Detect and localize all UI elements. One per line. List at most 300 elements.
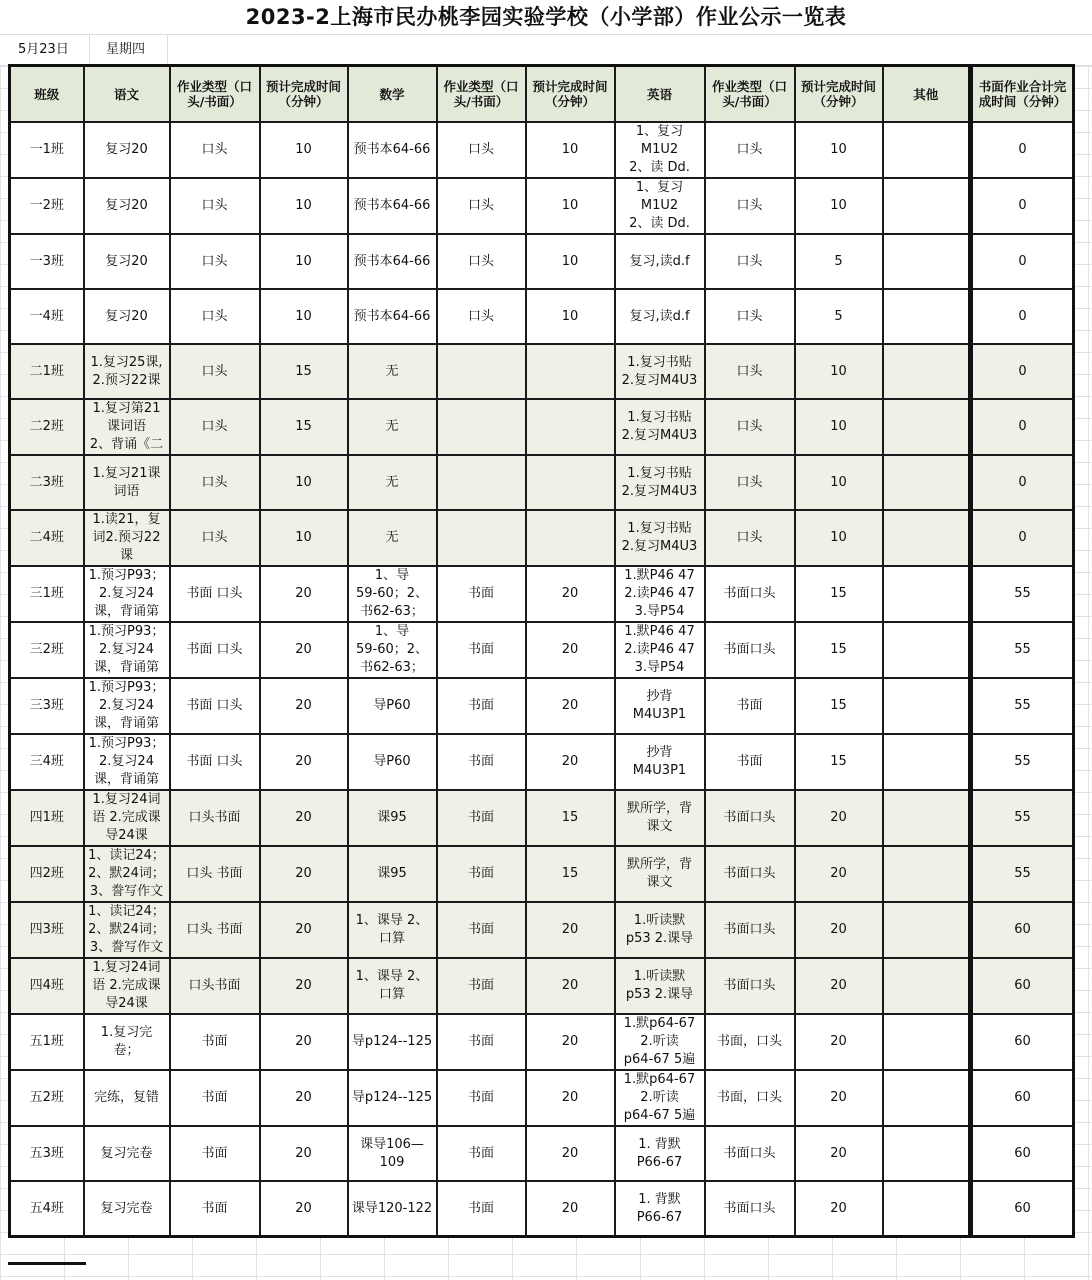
- cell-text: 20: [830, 1145, 847, 1161]
- class-name-cell[interactable]: [10, 178, 84, 234]
- table-cell[interactable]: [971, 289, 1074, 344]
- table-cell[interactable]: [84, 1070, 170, 1126]
- table-cell[interactable]: [883, 510, 971, 566]
- table-cell[interactable]: [170, 790, 260, 846]
- table-cell[interactable]: [260, 622, 348, 678]
- table-cell[interactable]: [795, 566, 883, 622]
- table-cell[interactable]: [170, 178, 260, 234]
- class-name-cell[interactable]: [10, 510, 84, 566]
- table-cell[interactable]: [615, 958, 705, 1014]
- table-cell[interactable]: [170, 1126, 260, 1181]
- table-cell[interactable]: [437, 455, 526, 510]
- table-cell[interactable]: [526, 566, 615, 622]
- table-cell[interactable]: [795, 1014, 883, 1070]
- table-cell[interactable]: [971, 399, 1074, 455]
- table-cell[interactable]: [170, 289, 260, 344]
- table-cell[interactable]: [84, 846, 170, 902]
- cell-text: 5: [834, 308, 843, 324]
- table-cell[interactable]: [526, 455, 615, 510]
- table-cell[interactable]: [705, 622, 795, 678]
- table-cell[interactable]: [437, 289, 526, 344]
- table-cell[interactable]: [260, 1126, 348, 1181]
- table-cell[interactable]: [615, 902, 705, 958]
- table-cell[interactable]: [437, 178, 526, 234]
- table-cell[interactable]: [348, 399, 437, 455]
- table-cell[interactable]: [615, 234, 705, 289]
- table-cell[interactable]: [526, 902, 615, 958]
- table-cell[interactable]: [526, 1014, 615, 1070]
- table-cell[interactable]: [526, 178, 615, 234]
- table-cell[interactable]: [348, 234, 437, 289]
- table-cell[interactable]: [260, 958, 348, 1014]
- table-cell[interactable]: [260, 1070, 348, 1126]
- table-cell[interactable]: [971, 678, 1074, 734]
- column-header[interactable]: 英语: [615, 66, 705, 123]
- table-cell[interactable]: [615, 1126, 705, 1181]
- table-cell[interactable]: [348, 846, 437, 902]
- column-header[interactable]: 数学: [348, 66, 437, 123]
- date-cell[interactable]: 5月23日: [0, 35, 90, 65]
- table-cell[interactable]: [971, 1181, 1074, 1237]
- table-cell[interactable]: [795, 734, 883, 790]
- table-cell[interactable]: [84, 122, 170, 178]
- table-cell[interactable]: [883, 122, 971, 178]
- class-name-cell[interactable]: [10, 1126, 84, 1181]
- table-cell[interactable]: [615, 622, 705, 678]
- table-cell[interactable]: [260, 678, 348, 734]
- table-cell[interactable]: [348, 678, 437, 734]
- table-cell[interactable]: [795, 1126, 883, 1181]
- table-cell[interactable]: [971, 1126, 1074, 1181]
- table-cell[interactable]: [437, 902, 526, 958]
- table-cell[interactable]: [705, 122, 795, 178]
- table-cell[interactable]: [883, 902, 971, 958]
- cell-text: 10: [561, 142, 579, 157]
- cell-text: 1.默P46 47 2.读P46 47 3.导P54: [624, 624, 695, 675]
- table-cell[interactable]: [883, 790, 971, 846]
- table-cell[interactable]: [705, 958, 795, 1014]
- class-name-cell[interactable]: [10, 790, 84, 846]
- column-header[interactable]: 作业类型（口头/书面）: [437, 66, 526, 123]
- column-header[interactable]: 作业类型（口头/书面）: [170, 66, 260, 123]
- table-cell[interactable]: [795, 234, 883, 289]
- table-cell[interactable]: [260, 289, 348, 344]
- table-cell[interactable]: [705, 678, 795, 734]
- table-cell[interactable]: [795, 846, 883, 902]
- table-cell[interactable]: [883, 178, 971, 234]
- table-cell[interactable]: [615, 1070, 705, 1126]
- table-cell[interactable]: [348, 178, 437, 234]
- cell-text: 口头: [736, 253, 763, 269]
- table-cell[interactable]: [615, 566, 705, 622]
- table-cell[interactable]: [348, 958, 437, 1014]
- table-cell[interactable]: [615, 1014, 705, 1070]
- table-cell[interactable]: [705, 1126, 795, 1181]
- table-cell[interactable]: [348, 1126, 437, 1181]
- cell-text: 20: [295, 642, 312, 657]
- table-cell[interactable]: [615, 122, 705, 178]
- table-cell[interactable]: [84, 1014, 170, 1070]
- table-cell[interactable]: [526, 790, 615, 846]
- table-cell[interactable]: [615, 790, 705, 846]
- table-cell[interactable]: [971, 234, 1074, 289]
- table-cell[interactable]: [437, 678, 526, 734]
- cell-text: 一3班: [29, 253, 64, 269]
- table-cell[interactable]: [795, 1070, 883, 1126]
- table-cell[interactable]: [971, 790, 1074, 846]
- cell-text: 0: [1018, 198, 1027, 213]
- table-cell[interactable]: [883, 846, 971, 902]
- class-name-cell[interactable]: [10, 122, 84, 178]
- column-header[interactable]: 书面作业合计完成时间（分钟）: [971, 66, 1074, 123]
- cell-text: 二4班: [29, 530, 64, 545]
- table-cell[interactable]: [705, 1070, 795, 1126]
- table-cell[interactable]: [795, 510, 883, 566]
- table-cell[interactable]: [705, 399, 795, 455]
- table-cell[interactable]: [883, 289, 971, 344]
- table-cell[interactable]: [260, 344, 348, 399]
- table-cell[interactable]: [615, 510, 705, 566]
- table-cell[interactable]: [260, 122, 348, 178]
- table-cell[interactable]: [437, 958, 526, 1014]
- table-cell[interactable]: [526, 958, 615, 1014]
- class-name-cell[interactable]: [10, 1181, 84, 1237]
- table-cell[interactable]: [883, 958, 971, 1014]
- table-cell[interactable]: [526, 846, 615, 902]
- cell-text: 书面口头: [723, 810, 776, 825]
- table-cell[interactable]: [795, 399, 883, 455]
- table-cell[interactable]: [883, 455, 971, 510]
- table-cell[interactable]: [437, 790, 526, 846]
- column-header[interactable]: 预计完成时间（分钟）: [526, 66, 615, 123]
- class-name-cell[interactable]: [10, 566, 84, 622]
- cell-text: 1.预习P93； 2.复习24 课，背诵第: [88, 736, 165, 787]
- table-cell[interactable]: [437, 234, 526, 289]
- table-cell[interactable]: [971, 178, 1074, 234]
- table-cell[interactable]: [170, 234, 260, 289]
- table-cell[interactable]: [170, 344, 260, 399]
- table-cell[interactable]: [84, 566, 170, 622]
- table-cell[interactable]: [705, 1181, 795, 1237]
- table-cell[interactable]: [615, 678, 705, 734]
- table-cell[interactable]: [705, 510, 795, 566]
- table-cell[interactable]: [348, 622, 437, 678]
- table-cell[interactable]: [437, 1181, 526, 1237]
- table-cell[interactable]: [705, 790, 795, 846]
- table-cell[interactable]: [883, 234, 971, 289]
- table-cell[interactable]: [170, 958, 260, 1014]
- table-cell[interactable]: [526, 510, 615, 566]
- table-cell[interactable]: [526, 1070, 615, 1126]
- cell-text: 二2班: [29, 419, 64, 434]
- table-cell[interactable]: [971, 566, 1074, 622]
- table-cell[interactable]: [170, 678, 260, 734]
- table-cell[interactable]: [84, 1126, 170, 1181]
- table-cell[interactable]: [526, 289, 615, 344]
- cell-text: 三3班: [29, 698, 64, 713]
- table-cell[interactable]: [526, 678, 615, 734]
- cell-text: 20: [295, 978, 312, 993]
- column-header[interactable]: 作业类型（口头/书面）: [705, 66, 795, 123]
- table-cell[interactable]: [795, 1181, 883, 1237]
- table-cell[interactable]: [795, 178, 883, 234]
- table-cell[interactable]: [883, 1014, 971, 1070]
- table-cell[interactable]: [526, 234, 615, 289]
- table-cell[interactable]: [84, 178, 170, 234]
- table-cell[interactable]: [883, 1070, 971, 1126]
- cell-text: 复习,读d.f: [629, 308, 690, 324]
- table-cell[interactable]: [971, 344, 1074, 399]
- table-cell[interactable]: [883, 622, 971, 678]
- column-header[interactable]: 班级: [10, 66, 84, 123]
- table-cell[interactable]: [84, 399, 170, 455]
- class-name-cell[interactable]: [10, 289, 84, 344]
- table-cell[interactable]: [526, 734, 615, 790]
- class-name-cell[interactable]: [10, 958, 84, 1014]
- table-cell[interactable]: [795, 790, 883, 846]
- table-cell[interactable]: [260, 1181, 348, 1237]
- table-cell[interactable]: [883, 734, 971, 790]
- table-cell[interactable]: [437, 344, 526, 399]
- class-name-cell[interactable]: [10, 622, 84, 678]
- table-cell[interactable]: [260, 455, 348, 510]
- table-row: [10, 958, 1074, 1014]
- cell-text: 55: [1014, 754, 1031, 769]
- class-name-cell[interactable]: [10, 678, 84, 734]
- cell-text: 五1班: [29, 1034, 64, 1049]
- class-name-cell[interactable]: [10, 902, 84, 958]
- table-cell[interactable]: [971, 1014, 1074, 1070]
- table-cell[interactable]: [348, 566, 437, 622]
- table-cell[interactable]: [883, 1181, 971, 1237]
- table-cell[interactable]: [84, 958, 170, 1014]
- table-cell[interactable]: [84, 344, 170, 399]
- cell-text: 书面 口头: [186, 698, 243, 713]
- cell-text: 口头: [467, 308, 494, 324]
- table-cell[interactable]: [260, 178, 348, 234]
- cell-text: 1.复习25课, 2.预习22课: [90, 354, 163, 388]
- table-cell[interactable]: [170, 846, 260, 902]
- table-cell[interactable]: [260, 790, 348, 846]
- table-cell[interactable]: [437, 1126, 526, 1181]
- table-cell[interactable]: [437, 734, 526, 790]
- table-cell[interactable]: [615, 289, 705, 344]
- table-cell[interactable]: [971, 902, 1074, 958]
- table-cell[interactable]: [260, 234, 348, 289]
- table-cell[interactable]: [348, 790, 437, 846]
- table-cell[interactable]: [348, 1070, 437, 1126]
- class-name-cell[interactable]: [10, 234, 84, 289]
- table-cell[interactable]: [795, 344, 883, 399]
- date-row: [0, 34, 1092, 66]
- class-name-cell[interactable]: [10, 344, 84, 399]
- cell-text: 0: [1018, 474, 1027, 490]
- table-cell[interactable]: [971, 846, 1074, 902]
- table-cell[interactable]: [883, 566, 971, 622]
- table-cell[interactable]: [705, 178, 795, 234]
- table-cell[interactable]: [971, 510, 1074, 566]
- table-cell[interactable]: [971, 455, 1074, 510]
- table-cell[interactable]: [84, 289, 170, 344]
- table-cell[interactable]: [883, 1126, 971, 1181]
- table-cell[interactable]: [971, 1070, 1074, 1126]
- table-cell[interactable]: [971, 122, 1074, 178]
- table-cell[interactable]: [705, 234, 795, 289]
- cell-text: 10: [295, 253, 312, 269]
- table-cell[interactable]: [348, 1014, 437, 1070]
- table-cell[interactable]: [348, 510, 437, 566]
- table-cell[interactable]: [348, 122, 437, 178]
- cell-text: 0: [1018, 142, 1027, 157]
- cell-text: 0: [1018, 363, 1027, 379]
- table-cell[interactable]: [170, 455, 260, 510]
- table-cell[interactable]: [348, 455, 437, 510]
- weekday-cell[interactable]: 星期四: [90, 35, 168, 65]
- table-cell[interactable]: [170, 1181, 260, 1237]
- table-cell[interactable]: [883, 399, 971, 455]
- cell-text: 预书本64-66: [353, 253, 431, 269]
- table-cell[interactable]: [84, 734, 170, 790]
- cell-text: 口头: [736, 363, 763, 379]
- cell-text: 完练，复错: [93, 1090, 159, 1105]
- table-cell[interactable]: [84, 234, 170, 289]
- table-cell[interactable]: [84, 902, 170, 958]
- table-cell[interactable]: [615, 846, 705, 902]
- table-cell[interactable]: [883, 344, 971, 399]
- table-cell[interactable]: [437, 846, 526, 902]
- table-cell[interactable]: [526, 122, 615, 178]
- table-cell[interactable]: [795, 122, 883, 178]
- cell-text: 10: [830, 419, 847, 434]
- cell-text: 口头: [736, 419, 763, 434]
- table-cell[interactable]: [971, 622, 1074, 678]
- table-cell[interactable]: [437, 510, 526, 566]
- cell-text: 书面: [467, 754, 494, 769]
- table-cell[interactable]: [437, 122, 526, 178]
- table-cell[interactable]: [84, 790, 170, 846]
- table-cell[interactable]: [170, 566, 260, 622]
- table-cell[interactable]: [437, 1070, 526, 1126]
- table-cell[interactable]: [84, 510, 170, 566]
- table-cell[interactable]: [170, 1014, 260, 1070]
- table-cell[interactable]: [84, 678, 170, 734]
- class-name-cell[interactable]: [10, 734, 84, 790]
- table-cell[interactable]: [437, 566, 526, 622]
- table-cell[interactable]: [526, 344, 615, 399]
- table-row: [10, 399, 1074, 455]
- table-cell[interactable]: [170, 734, 260, 790]
- table-cell[interactable]: [526, 399, 615, 455]
- table-cell[interactable]: [170, 622, 260, 678]
- column-header[interactable]: 语文: [84, 66, 170, 123]
- table-cell[interactable]: [84, 455, 170, 510]
- table-cell[interactable]: [615, 399, 705, 455]
- table-cell[interactable]: [883, 678, 971, 734]
- table-row: [10, 734, 1074, 790]
- table-cell[interactable]: [526, 1181, 615, 1237]
- table-cell[interactable]: [260, 1014, 348, 1070]
- table-cell[interactable]: [795, 455, 883, 510]
- class-name-cell[interactable]: [10, 1014, 84, 1070]
- table-cell[interactable]: [795, 902, 883, 958]
- cell-text: 复习,读d.f: [629, 253, 690, 269]
- table-cell[interactable]: [348, 289, 437, 344]
- table-cell[interactable]: [705, 566, 795, 622]
- table-cell[interactable]: [705, 344, 795, 399]
- table-cell[interactable]: [260, 399, 348, 455]
- table-cell[interactable]: [615, 178, 705, 234]
- table-cell[interactable]: [795, 678, 883, 734]
- cell-text: 10: [561, 198, 579, 213]
- table-cell[interactable]: [795, 622, 883, 678]
- table-cell[interactable]: [84, 1181, 170, 1237]
- table-cell[interactable]: [615, 1181, 705, 1237]
- table-cell[interactable]: [260, 734, 348, 790]
- table-cell[interactable]: [526, 1126, 615, 1181]
- cell-text: 55: [1014, 642, 1031, 657]
- table-cell[interactable]: [260, 566, 348, 622]
- table-cell[interactable]: [348, 734, 437, 790]
- table-cell[interactable]: [615, 455, 705, 510]
- cell-text: 55: [1014, 810, 1031, 825]
- table-cell[interactable]: [971, 958, 1074, 1014]
- table-cell[interactable]: [971, 734, 1074, 790]
- table-cell[interactable]: [437, 1014, 526, 1070]
- class-name-cell[interactable]: [10, 846, 84, 902]
- table-cell[interactable]: [260, 510, 348, 566]
- column-header[interactable]: 其他: [883, 66, 971, 123]
- table-cell[interactable]: [170, 122, 260, 178]
- table-cell[interactable]: [348, 902, 437, 958]
- cell-text: 1、导 59-60；2、 书62-63；: [355, 568, 429, 619]
- table-cell[interactable]: [170, 1070, 260, 1126]
- table-cell[interactable]: [615, 344, 705, 399]
- cell-text: 20: [561, 586, 579, 601]
- table-cell[interactable]: [705, 1014, 795, 1070]
- cell-text: 20: [830, 1034, 847, 1049]
- table-cell[interactable]: [84, 622, 170, 678]
- table-cell[interactable]: [348, 344, 437, 399]
- table-cell[interactable]: [526, 622, 615, 678]
- table-cell[interactable]: [437, 399, 526, 455]
- column-header[interactable]: 预计完成时间（分钟）: [260, 66, 348, 123]
- column-header[interactable]: 预计完成时间（分钟）: [795, 66, 883, 123]
- cell-text: 20: [561, 754, 579, 769]
- table-cell[interactable]: [705, 289, 795, 344]
- table-cell[interactable]: [615, 734, 705, 790]
- table-cell[interactable]: [705, 455, 795, 510]
- table-cell[interactable]: [170, 510, 260, 566]
- table-row: [10, 122, 1074, 178]
- table-cell[interactable]: [260, 846, 348, 902]
- table-cell[interactable]: [170, 902, 260, 958]
- cell-text: 口头: [736, 308, 763, 324]
- table-cell[interactable]: [705, 902, 795, 958]
- table-cell[interactable]: [437, 622, 526, 678]
- table-cell[interactable]: [705, 846, 795, 902]
- table-cell[interactable]: [705, 734, 795, 790]
- table-cell[interactable]: [795, 958, 883, 1014]
- cell-text: 课95: [377, 866, 407, 881]
- class-name-cell[interactable]: [10, 455, 84, 510]
- class-name-cell[interactable]: [10, 399, 84, 455]
- table-cell[interactable]: [348, 1181, 437, 1237]
- class-name-cell[interactable]: [10, 1070, 84, 1126]
- table-cell[interactable]: [795, 289, 883, 344]
- cell-text: 口头: [201, 308, 228, 324]
- table-cell[interactable]: [170, 399, 260, 455]
- table-cell[interactable]: [260, 902, 348, 958]
